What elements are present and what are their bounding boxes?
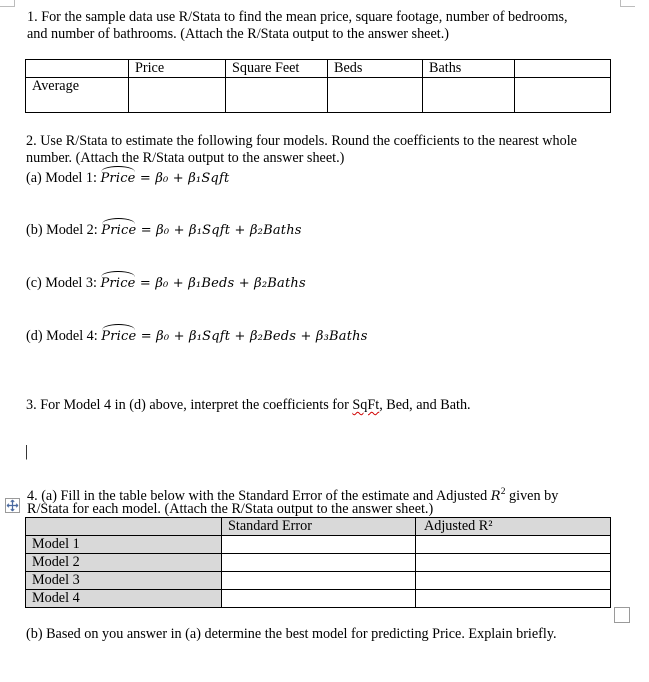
averages-table bbox=[25, 59, 611, 113]
fit-header-std-error[interactable]: Standard Error bbox=[222, 518, 416, 536]
model-2-lhs: Price bbox=[101, 223, 137, 238]
fit-cell-se-3[interactable] bbox=[222, 572, 416, 590]
model-1-label: (a) Model 1: bbox=[26, 170, 101, 186]
averages-cell-beds[interactable] bbox=[328, 78, 423, 113]
model-3-lhs: Price bbox=[100, 276, 136, 291]
model-3-label: (c) Model 3: bbox=[26, 275, 101, 291]
q1-text bbox=[27, 9, 568, 43]
fit-cell-se-2[interactable] bbox=[222, 554, 416, 572]
q3-text bbox=[26, 397, 471, 414]
fit-cell-se-4[interactable] bbox=[222, 590, 416, 608]
averages-cell-extra[interactable] bbox=[515, 78, 611, 113]
fit-cell-r2-2[interactable] bbox=[416, 554, 611, 572]
model-2-label: (b) Model 2: bbox=[26, 222, 102, 238]
model-4-lhs: Price bbox=[101, 329, 137, 344]
fit-header-adj-r2[interactable]: Adjusted R² bbox=[416, 518, 611, 536]
model-3-rhs: = β₀ + β₁Beds + β₂Baths bbox=[135, 276, 306, 291]
averages-header-beds[interactable]: Beds bbox=[328, 60, 423, 78]
averages-row-label[interactable]: Average bbox=[26, 78, 129, 113]
averages-header-baths[interactable]: Baths bbox=[423, 60, 515, 78]
averages-header-blank[interactable] bbox=[26, 60, 129, 78]
averages-header-sqft[interactable]: Square Feet bbox=[226, 60, 328, 78]
q1-line1: 1. For the sample data use R/Stata to find the mean price, square footage, number of bedrooms, bbox=[27, 9, 568, 25]
model-fit-table bbox=[25, 517, 611, 608]
q4-line2: R/Stata for each model. (Attach the R/Stata output to the answer sheet.) bbox=[27, 501, 434, 517]
averages-cell-sqft[interactable] bbox=[226, 78, 328, 113]
q4-line1-pre: 4. (a) Fill in the table below with the Standard Error of the estimate and Adjusted bbox=[27, 488, 491, 504]
averages-header-extra[interactable] bbox=[515, 60, 611, 78]
page-corner-mark-left bbox=[0, 0, 15, 7]
move-handle-icon[interactable] bbox=[5, 498, 20, 513]
averages-cell-baths[interactable] bbox=[423, 78, 515, 113]
model-4 bbox=[26, 328, 368, 345]
q2-line2: number. (Attach the R/Stata output to the answer sheet.) bbox=[26, 150, 345, 166]
fit-row-label-4[interactable]: Model 4 bbox=[26, 590, 222, 608]
q4-line1-post: given by bbox=[505, 488, 559, 504]
q4-r-symbol: R bbox=[490, 489, 501, 504]
page-corner-mark-right bbox=[620, 0, 635, 7]
q4-r-superscript: 2 bbox=[500, 487, 506, 497]
fit-header-blank[interactable] bbox=[26, 518, 222, 536]
q2-line1: 2. Use R/Stata to estimate the following four models. Round the coefficients to the nearest whole bbox=[26, 133, 577, 149]
fit-row-label-2[interactable]: Model 2 bbox=[26, 554, 222, 572]
fit-cell-r2-3[interactable] bbox=[416, 572, 611, 590]
fit-cell-r2-4[interactable] bbox=[416, 590, 611, 608]
model-4-rhs: = β₀ + β₁Sqft + β₂Beds + β₃Baths bbox=[136, 329, 368, 344]
model-1-lhs: Price bbox=[100, 171, 136, 186]
model-2 bbox=[26, 222, 302, 239]
q2-text bbox=[26, 133, 577, 167]
table-resize-icon[interactable] bbox=[614, 607, 630, 623]
model-4-label: (d) Model 4: bbox=[26, 328, 102, 344]
averages-header-price[interactable]: Price bbox=[129, 60, 226, 78]
model-1-rhs: = β₀ + β₁Sqft bbox=[135, 171, 230, 186]
fit-row-label-1[interactable]: Model 1 bbox=[26, 536, 222, 554]
q3-before: 3. For Model 4 in (d) above, interpret the coefficients for bbox=[26, 397, 353, 413]
q3-flagged-word[interactable]: SqFt bbox=[352, 397, 380, 413]
text-cursor: | bbox=[25, 443, 29, 460]
fit-cell-r2-1[interactable] bbox=[416, 536, 611, 554]
averages-cell-price[interactable] bbox=[129, 78, 226, 113]
fit-row-label-3[interactable]: Model 3 bbox=[26, 572, 222, 590]
q4-part-b: (b) Based on you answer in (a) determine the best model for predicting Price. Explain briefly. bbox=[26, 626, 557, 642]
q3-after: , Bed, and Bath. bbox=[379, 397, 471, 413]
fit-cell-se-1[interactable] bbox=[222, 536, 416, 554]
model-1 bbox=[26, 170, 229, 187]
model-3 bbox=[26, 275, 306, 292]
model-2-rhs: = β₀ + β₁Sqft + β₂Baths bbox=[136, 223, 302, 238]
q1-line2: and number of bathrooms. (Attach the R/Stata output to the answer sheet.) bbox=[27, 26, 449, 42]
